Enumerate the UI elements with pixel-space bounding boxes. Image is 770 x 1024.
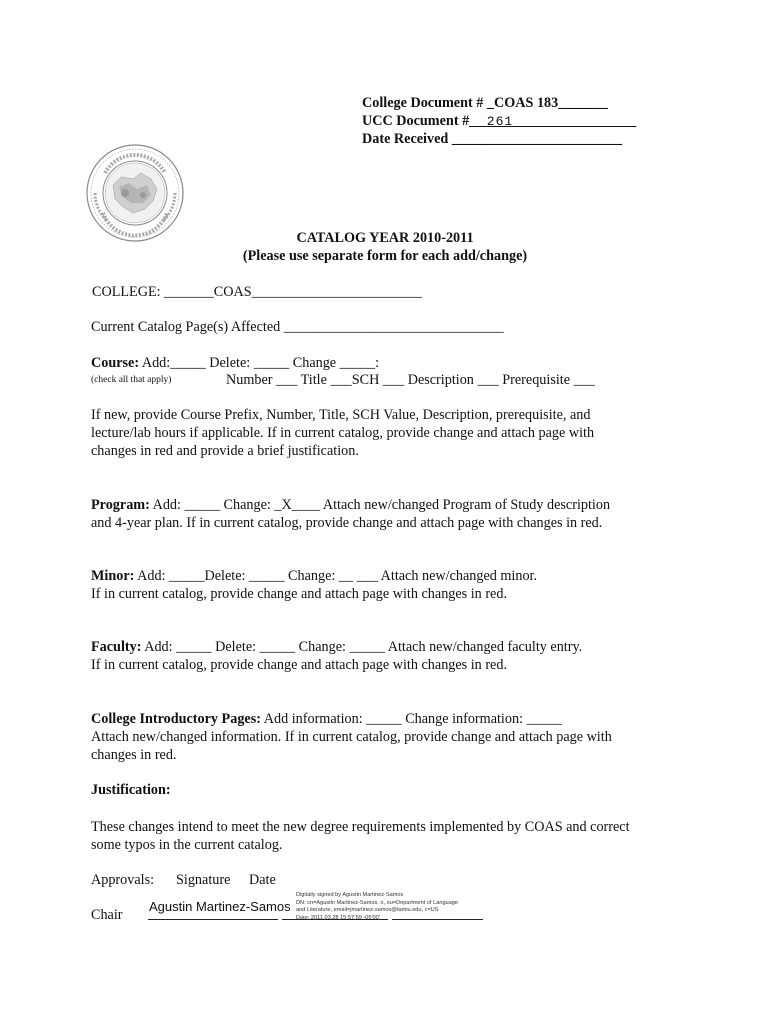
program-line	[91, 496, 610, 514]
date-received: Date Received ________________________	[362, 131, 623, 147]
digital-signature-line: Digitally signed by Agustin Martinez-Samos	[296, 892, 404, 898]
justification-text-1: These changes intend to meet the new degree requirements implemented by COAS and correct	[91, 819, 630, 835]
approvals-label: Approvals:	[91, 872, 155, 888]
justification-label: Justification:	[91, 782, 171, 798]
catalog-subtitle: (Please use separate form for each add/change)	[242, 248, 528, 264]
chair-signature-name: Agustin Martinez-Samos	[149, 899, 291, 914]
chair-label: Chair	[91, 907, 123, 923]
date-column-label: Date	[249, 872, 276, 888]
ucc-label: UCC Document #	[362, 113, 470, 129]
digital-signature-line: DN: cn=Agustin Martinez-Samos, o, ou=Department of Language	[296, 899, 458, 906]
faculty-instructions: If in current catalog, provide change and attach page with changes in red.	[91, 657, 507, 673]
catalog-year-title: CATALOG YEAR 2010-2011	[296, 230, 474, 246]
digital-signature-line: and Literature, email=jmartinez-samos@tamiu.edu, c=US	[296, 907, 439, 913]
course-label: Course:	[91, 355, 140, 371]
justification-text-2: some typos in the current catalog.	[91, 837, 283, 853]
college-line: COLLEGE: _______COAS________________________	[92, 284, 422, 300]
minor-instructions: If in current catalog, provide change and attach page with changes in red.	[91, 586, 507, 602]
program-label: Program:	[91, 497, 150, 513]
ucc-value	[469, 114, 636, 129]
program-options: Add: _____ Change: _X____ Attach new/changed Program of Study description	[149, 497, 611, 513]
intro-pages-instructions-2: changes in red.	[91, 747, 177, 763]
catalog-pages-affected: Current Catalog Page(s) Affected _______________________________	[91, 319, 504, 335]
university-seal-icon	[85, 143, 185, 243]
faculty-options: Add: _____ Delete: _____ Change: _____ Attach new/changed faculty entry.	[141, 639, 583, 655]
minor-options: Add: _____Delete: _____ Change: __ ___ Attach new/changed minor.	[134, 568, 538, 584]
course-instructions-line-1: If new, provide Course Prefix, Number, Title, SCH Value, Description, prerequisite, and	[91, 407, 591, 423]
faculty-line	[91, 638, 582, 656]
intro-pages-line	[91, 710, 562, 728]
digital-signature-line: Date: 2011.03.28 15:57:59 -05'00'	[296, 914, 380, 921]
minor-label: Minor:	[91, 568, 135, 584]
program-instructions: and 4-year plan. If in current catalog, provide change and attach page with changes in red.	[91, 515, 603, 531]
digital-signature-details	[296, 892, 458, 922]
minor-line	[91, 567, 537, 585]
signature-column-label: Signature	[176, 872, 231, 888]
signature-underline-1	[148, 919, 278, 920]
intro-pages-label: College Introductory Pages:	[91, 711, 261, 727]
course-options-add-delete-change: Add:_____ Delete: _____ Change _____:	[139, 355, 380, 371]
faculty-label: Faculty:	[91, 639, 142, 655]
course-check-note: (check all that apply)	[91, 375, 172, 385]
ucc-document-number	[362, 112, 636, 131]
intro-pages-options: Add information: _____ Change information: _____	[260, 711, 563, 727]
course-instructions-line-3: changes in red and provide a brief justification.	[91, 443, 359, 459]
course-instructions-line-2: lecture/lab hours if applicable. If in current catalog, provide change and attach page with	[91, 425, 595, 441]
course-line	[91, 354, 379, 372]
college-document-number: College Document # _COAS 183_______	[362, 95, 608, 111]
intro-pages-instructions-1: Attach new/changed information. If in current catalog, provide change and attach page with	[91, 729, 612, 745]
ucc-value-text: 261	[486, 114, 514, 129]
course-change-fields: Number ___ Title ___SCH ___ Description ___ Prerequisite ___	[226, 372, 595, 388]
